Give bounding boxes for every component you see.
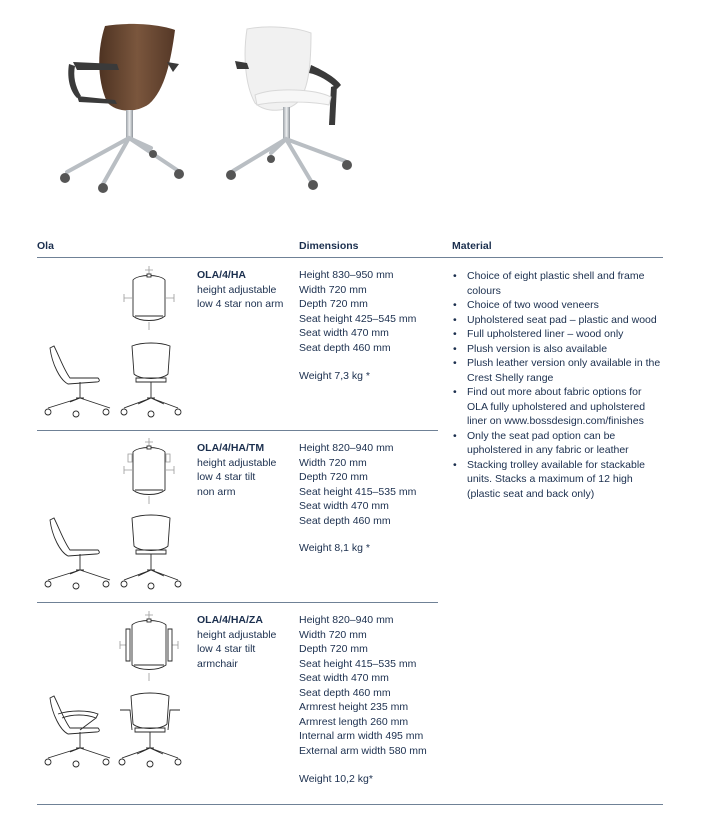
material-item: • Upholstered seat pad – plastic and wood bbox=[452, 313, 672, 328]
dimension-line: Depth 720 mm bbox=[299, 471, 368, 483]
dimension-line: Seat depth 460 mm bbox=[299, 341, 391, 354]
dimension-line: Seat width 470 mm bbox=[299, 672, 389, 684]
dimension-line: Internal arm width 495 mm bbox=[299, 730, 424, 742]
dimension-line: Depth 720 mm bbox=[299, 298, 368, 310]
material-item: • Stacking trolley available for stackable units. Stacks a maximum of 12 high (plastic seat and back only) bbox=[452, 458, 672, 502]
material-item: • Plush version is also available bbox=[452, 342, 672, 357]
material-item: • Full upholstered liner – wood only bbox=[452, 327, 672, 342]
material-header: Material bbox=[452, 240, 492, 252]
dimension-line: Width 720 mm bbox=[299, 283, 367, 296]
dimension-line: Armrest length 260 mm bbox=[299, 715, 409, 728]
row-divider-2 bbox=[37, 602, 438, 603]
model-header: Ola bbox=[37, 240, 54, 252]
dimension-line: Armrest height 235 mm bbox=[299, 701, 409, 713]
product-code: OLA/4/HA/ZA bbox=[197, 614, 263, 626]
dimension-line: Width 720 mm bbox=[299, 456, 367, 469]
top-view-drawing bbox=[118, 266, 180, 330]
front-view-drawing bbox=[114, 692, 186, 768]
dimension-line: Height 820–940 mm bbox=[299, 442, 394, 454]
side-view-drawing bbox=[40, 514, 112, 590]
walnut-chair-photo bbox=[55, 20, 195, 200]
dimension-line: Seat depth 460 mm bbox=[299, 686, 391, 699]
side-view-drawing bbox=[40, 342, 112, 418]
product-desc-line: non arm bbox=[197, 485, 236, 498]
product-desc-line: height adjustable bbox=[197, 456, 277, 469]
front-view-drawing bbox=[118, 342, 184, 418]
material-item: • Choice of two wood veneers bbox=[452, 298, 672, 313]
dimension-line: Seat height 415–535 mm bbox=[299, 485, 417, 498]
product-code: OLA/4/HA bbox=[197, 269, 247, 281]
header-divider bbox=[37, 257, 663, 258]
dimensions-2 bbox=[299, 441, 416, 528]
dimension-line: Seat depth 460 mm bbox=[299, 514, 391, 527]
material-item: • Find out more about fabric options for OLA fully upholstered and upholstered liner on www.bossdesign.com/finishes bbox=[452, 385, 672, 429]
dimension-line: Seat height 415–535 mm bbox=[299, 657, 417, 670]
table-bottom-rule bbox=[37, 804, 663, 805]
product-info-2 bbox=[197, 441, 276, 499]
material-item: • Only the seat pad option can be upholstered in any fabric or leather bbox=[452, 429, 672, 458]
product-info-1 bbox=[197, 268, 283, 312]
row-divider-1 bbox=[37, 430, 438, 431]
product-desc-line: armchair bbox=[197, 657, 238, 670]
material-item: • Choice of eight plastic shell and frame colours bbox=[452, 269, 672, 298]
material-item: • Plush leather version only available in the Crest Shelly range bbox=[452, 356, 672, 385]
material-list bbox=[452, 269, 672, 501]
dimension-line: Seat height 425–545 mm bbox=[299, 312, 417, 325]
product-desc-line: low 4 star tilt bbox=[197, 471, 256, 483]
front-view-drawing bbox=[118, 514, 184, 590]
product-info-3 bbox=[197, 613, 276, 671]
dimensions-header: Dimensions bbox=[299, 240, 359, 252]
product-desc-line: height adjustable bbox=[197, 628, 277, 641]
dimension-line: Height 830–950 mm bbox=[299, 269, 394, 281]
dimension-line: Depth 720 mm bbox=[299, 643, 368, 655]
dimension-line: Seat width 470 mm bbox=[299, 500, 389, 512]
dimension-line: Height 820–940 mm bbox=[299, 614, 394, 626]
dimension-line: Seat width 470 mm bbox=[299, 327, 389, 339]
dimensions-1 bbox=[299, 268, 416, 355]
product-desc-line: height adjustable bbox=[197, 283, 277, 296]
product-desc-line: low 4 star tilt bbox=[197, 643, 256, 655]
top-view-drawing bbox=[116, 611, 182, 681]
top-view-drawing bbox=[118, 438, 180, 504]
product-desc-line: low 4 star non arm bbox=[197, 298, 284, 310]
white-chair-photo bbox=[225, 25, 365, 200]
weight-3: Weight 10,2 kg* bbox=[299, 773, 373, 785]
weight-1: Weight 7,3 kg * bbox=[299, 370, 371, 382]
product-code: OLA/4/HA/TM bbox=[197, 442, 265, 454]
side-view-drawing bbox=[40, 692, 112, 768]
dimension-line: External arm width 580 mm bbox=[299, 744, 427, 757]
dimensions-3 bbox=[299, 613, 427, 758]
dimension-line: Width 720 mm bbox=[299, 628, 367, 641]
weight-2: Weight 8,1 kg * bbox=[299, 542, 371, 554]
